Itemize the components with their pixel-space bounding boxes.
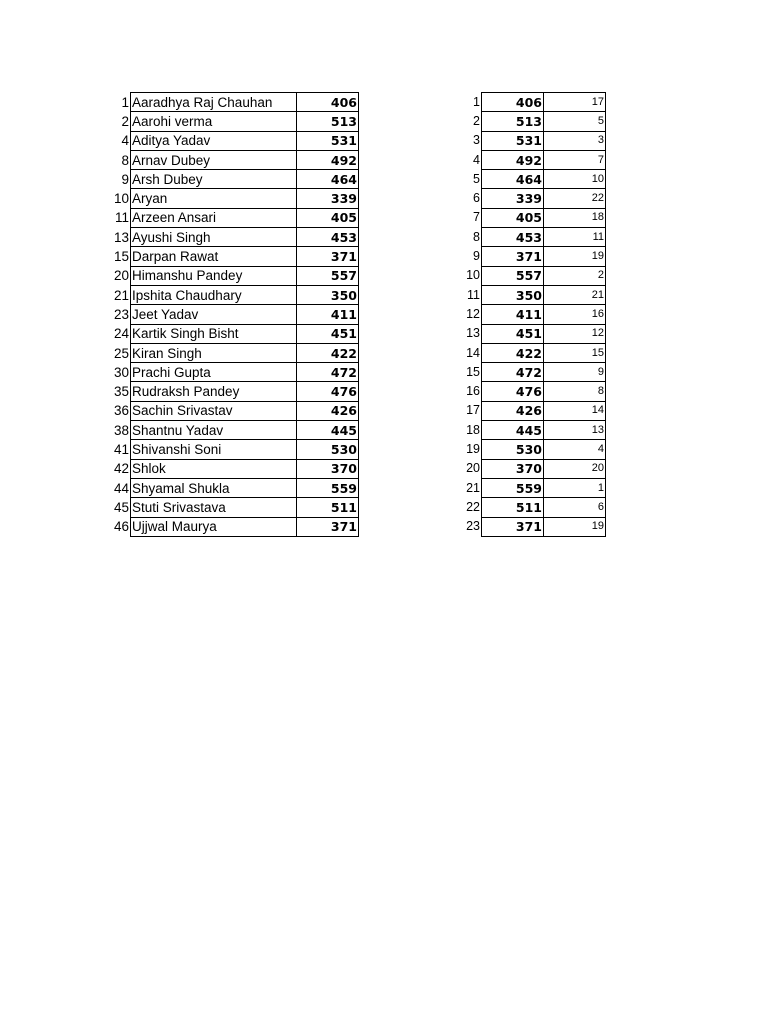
score-cell: 531 bbox=[297, 131, 359, 150]
roll-number-cell: 42 bbox=[113, 461, 129, 477]
score-cell: 453 bbox=[297, 228, 359, 247]
score-cell: 492 bbox=[297, 150, 359, 169]
score-cell: 557 bbox=[482, 266, 544, 285]
serial-number-cell: 4 bbox=[473, 152, 480, 167]
roll-number-cell: 36 bbox=[113, 403, 129, 419]
student-name-cell: Jeet Yadav bbox=[131, 305, 297, 324]
score-cell: 445 bbox=[482, 421, 544, 440]
score-cell: 557 bbox=[297, 266, 359, 285]
table-row bbox=[110, 189, 359, 208]
score-cell: 472 bbox=[297, 363, 359, 382]
roll-number-cell: 1 bbox=[121, 94, 129, 110]
table-row bbox=[110, 150, 359, 169]
serial-number-cell: 11 bbox=[467, 287, 480, 302]
table-row bbox=[455, 478, 606, 497]
table-row bbox=[455, 459, 606, 478]
score-rank-body bbox=[455, 93, 606, 537]
student-name-cell: Ipshita Chaudhary bbox=[131, 285, 297, 304]
rank-cell: 19 bbox=[544, 247, 606, 266]
serial-number-cell: 6 bbox=[473, 191, 480, 206]
serial-number-cell: 14 bbox=[466, 345, 480, 360]
rank-cell: 1 bbox=[544, 478, 606, 497]
rank-cell: 9 bbox=[544, 363, 606, 382]
table-row bbox=[455, 150, 606, 169]
table-row bbox=[110, 131, 359, 150]
serial-number-cell: 21 bbox=[466, 480, 480, 495]
student-name-cell: Shantnu Yadav bbox=[131, 421, 297, 440]
table-row bbox=[455, 189, 606, 208]
score-cell: 451 bbox=[482, 324, 544, 343]
roll-number-cell: 13 bbox=[113, 229, 129, 245]
table-row bbox=[110, 247, 359, 266]
rank-cell: 18 bbox=[544, 208, 606, 227]
table-row bbox=[110, 517, 359, 536]
rank-cell: 19 bbox=[544, 517, 606, 536]
table-row bbox=[455, 247, 606, 266]
student-name-cell: Shlok bbox=[131, 459, 297, 478]
table-row bbox=[110, 401, 359, 420]
student-name-cell: Arzeen Ansari bbox=[131, 208, 297, 227]
roll-number-cell: 38 bbox=[113, 422, 129, 438]
score-cell: 405 bbox=[482, 208, 544, 227]
roll-number-cell: 24 bbox=[113, 326, 129, 342]
serial-number-cell: 17 bbox=[466, 403, 480, 418]
score-cell: 370 bbox=[297, 459, 359, 478]
score-rank-table bbox=[455, 92, 606, 537]
serial-number-cell: 23 bbox=[466, 519, 480, 534]
score-cell: 339 bbox=[482, 189, 544, 208]
table-row bbox=[455, 324, 606, 343]
score-cell: 530 bbox=[297, 440, 359, 459]
student-name-cell: Arnav Dubey bbox=[131, 150, 297, 169]
score-cell: 453 bbox=[482, 228, 544, 247]
score-cell: 406 bbox=[297, 93, 359, 112]
rank-cell: 12 bbox=[544, 324, 606, 343]
table-row bbox=[455, 208, 606, 227]
rank-cell: 17 bbox=[544, 93, 606, 112]
roll-number-cell: 45 bbox=[113, 499, 129, 515]
score-cell: 530 bbox=[482, 440, 544, 459]
roll-number-cell: 20 bbox=[113, 268, 129, 284]
table-row bbox=[455, 170, 606, 189]
table-row bbox=[110, 170, 359, 189]
rank-cell: 15 bbox=[544, 343, 606, 362]
score-cell: 531 bbox=[482, 131, 544, 150]
score-cell: 464 bbox=[297, 170, 359, 189]
score-cell: 476 bbox=[297, 382, 359, 401]
rank-cell: 20 bbox=[544, 459, 606, 478]
score-cell: 406 bbox=[482, 93, 544, 112]
serial-number-cell: 5 bbox=[473, 171, 480, 186]
serial-number-cell: 19 bbox=[466, 441, 480, 456]
student-name-cell: Shyamal Shukla bbox=[131, 478, 297, 497]
score-cell: 513 bbox=[297, 112, 359, 131]
table-row bbox=[455, 112, 606, 131]
rank-cell: 22 bbox=[544, 189, 606, 208]
table-row bbox=[455, 228, 606, 247]
serial-number-cell: 2 bbox=[473, 113, 480, 128]
rank-cell: 8 bbox=[544, 382, 606, 401]
roll-number-cell: 9 bbox=[121, 171, 129, 187]
table-row bbox=[455, 517, 606, 536]
table-row bbox=[110, 382, 359, 401]
score-cell: 445 bbox=[297, 421, 359, 440]
score-cell: 371 bbox=[297, 247, 359, 266]
rank-cell: 6 bbox=[544, 498, 606, 517]
score-cell: 464 bbox=[482, 170, 544, 189]
serial-number-cell: 1 bbox=[473, 94, 480, 109]
roll-number-cell: 4 bbox=[121, 133, 129, 149]
score-cell: 492 bbox=[482, 150, 544, 169]
score-cell: 476 bbox=[482, 382, 544, 401]
score-cell: 339 bbox=[297, 189, 359, 208]
student-name-cell: Prachi Gupta bbox=[131, 363, 297, 382]
score-cell: 350 bbox=[297, 285, 359, 304]
rank-cell: 14 bbox=[544, 401, 606, 420]
roll-number-cell: 35 bbox=[113, 384, 129, 400]
score-cell: 405 bbox=[297, 208, 359, 227]
score-cell: 559 bbox=[482, 478, 544, 497]
table-row bbox=[110, 228, 359, 247]
table-row bbox=[455, 266, 606, 285]
student-name-cell: Kiran Singh bbox=[131, 343, 297, 362]
roll-number-cell: 41 bbox=[113, 441, 129, 457]
serial-number-cell: 20 bbox=[466, 461, 480, 476]
score-cell: 511 bbox=[482, 498, 544, 517]
serial-number-cell: 18 bbox=[466, 422, 480, 437]
score-cell: 370 bbox=[482, 459, 544, 478]
score-cell: 411 bbox=[297, 305, 359, 324]
student-name-cell: Ayushi Singh bbox=[131, 228, 297, 247]
table-row bbox=[110, 459, 359, 478]
serial-number-cell: 22 bbox=[466, 499, 480, 514]
serial-number-cell: 8 bbox=[473, 229, 480, 244]
student-name-cell: Arsh Dubey bbox=[131, 170, 297, 189]
score-cell: 371 bbox=[297, 517, 359, 536]
table-row bbox=[110, 112, 359, 131]
roll-number-cell: 44 bbox=[113, 480, 129, 496]
student-scores-table bbox=[110, 92, 359, 537]
table-row bbox=[455, 401, 606, 420]
rank-cell: 7 bbox=[544, 150, 606, 169]
roll-number-cell: 10 bbox=[113, 191, 129, 207]
serial-number-cell: 13 bbox=[466, 326, 480, 341]
student-name-cell: Aaradhya Raj Chauhan bbox=[131, 93, 297, 112]
roll-number-cell: 2 bbox=[121, 113, 129, 129]
serial-number-cell: 10 bbox=[466, 268, 480, 283]
rank-cell: 10 bbox=[544, 170, 606, 189]
roll-number-cell: 23 bbox=[113, 306, 129, 322]
serial-number-cell: 15 bbox=[466, 364, 480, 379]
student-scores-body bbox=[110, 93, 359, 537]
score-cell: 411 bbox=[482, 305, 544, 324]
rank-cell: 4 bbox=[544, 440, 606, 459]
student-name-cell: Kartik Singh Bisht bbox=[131, 324, 297, 343]
roll-number-cell: 46 bbox=[113, 519, 129, 535]
roll-number-cell: 30 bbox=[113, 364, 129, 380]
score-cell: 422 bbox=[482, 343, 544, 362]
score-cell: 426 bbox=[482, 401, 544, 420]
rank-cell: 3 bbox=[544, 131, 606, 150]
student-name-cell: Darpan Rawat bbox=[131, 247, 297, 266]
score-cell: 472 bbox=[482, 363, 544, 382]
score-cell: 422 bbox=[297, 343, 359, 362]
student-name-cell: Aryan bbox=[131, 189, 297, 208]
student-name-cell: Shivanshi Soni bbox=[131, 440, 297, 459]
roll-number-cell: 21 bbox=[113, 287, 129, 303]
table-row bbox=[455, 363, 606, 382]
student-name-cell: Aditya Yadav bbox=[131, 131, 297, 150]
table-row bbox=[455, 343, 606, 362]
table-row bbox=[455, 498, 606, 517]
serial-number-cell: 16 bbox=[466, 384, 480, 399]
roll-number-cell: 15 bbox=[113, 249, 129, 265]
student-name-cell: Aarohi verma bbox=[131, 112, 297, 131]
table-row bbox=[110, 208, 359, 227]
rank-cell: 5 bbox=[544, 112, 606, 131]
table-row bbox=[110, 421, 359, 440]
student-name-cell: Stuti Srivastava bbox=[131, 498, 297, 517]
table-row bbox=[110, 498, 359, 517]
roll-number-cell: 8 bbox=[121, 152, 129, 168]
score-cell: 350 bbox=[482, 285, 544, 304]
score-cell: 559 bbox=[297, 478, 359, 497]
student-name-cell: Sachin Srivastav bbox=[131, 401, 297, 420]
table-row bbox=[110, 285, 359, 304]
serial-number-cell: 12 bbox=[466, 306, 480, 321]
table-row bbox=[455, 382, 606, 401]
score-cell: 371 bbox=[482, 247, 544, 266]
student-name-cell: Rudraksh Pandey bbox=[131, 382, 297, 401]
serial-number-cell: 7 bbox=[473, 210, 480, 225]
score-cell: 511 bbox=[297, 498, 359, 517]
score-cell: 513 bbox=[482, 112, 544, 131]
score-cell: 426 bbox=[297, 401, 359, 420]
rank-cell: 13 bbox=[544, 421, 606, 440]
rank-cell: 2 bbox=[544, 266, 606, 285]
roll-number-cell: 25 bbox=[113, 345, 129, 361]
student-name-cell: Ujjwal Maurya bbox=[131, 517, 297, 536]
table-row bbox=[455, 421, 606, 440]
table-row bbox=[455, 285, 606, 304]
table-row bbox=[455, 305, 606, 324]
table-row bbox=[110, 305, 359, 324]
table-row bbox=[455, 93, 606, 112]
table-row bbox=[110, 93, 359, 112]
score-cell: 451 bbox=[297, 324, 359, 343]
score-cell: 371 bbox=[482, 517, 544, 536]
serial-number-cell: 9 bbox=[473, 249, 480, 264]
table-row bbox=[110, 324, 359, 343]
table-row bbox=[110, 440, 359, 459]
rank-cell: 21 bbox=[544, 285, 606, 304]
table-row bbox=[455, 131, 606, 150]
student-name-cell: Himanshu Pandey bbox=[131, 266, 297, 285]
table-row bbox=[110, 478, 359, 497]
serial-number-cell: 3 bbox=[473, 133, 480, 148]
roll-number-cell: 11 bbox=[114, 210, 129, 226]
table-row bbox=[110, 363, 359, 382]
rank-cell: 11 bbox=[544, 228, 606, 247]
table-row bbox=[110, 266, 359, 285]
table-row bbox=[455, 440, 606, 459]
table-row bbox=[110, 343, 359, 362]
rank-cell: 16 bbox=[544, 305, 606, 324]
